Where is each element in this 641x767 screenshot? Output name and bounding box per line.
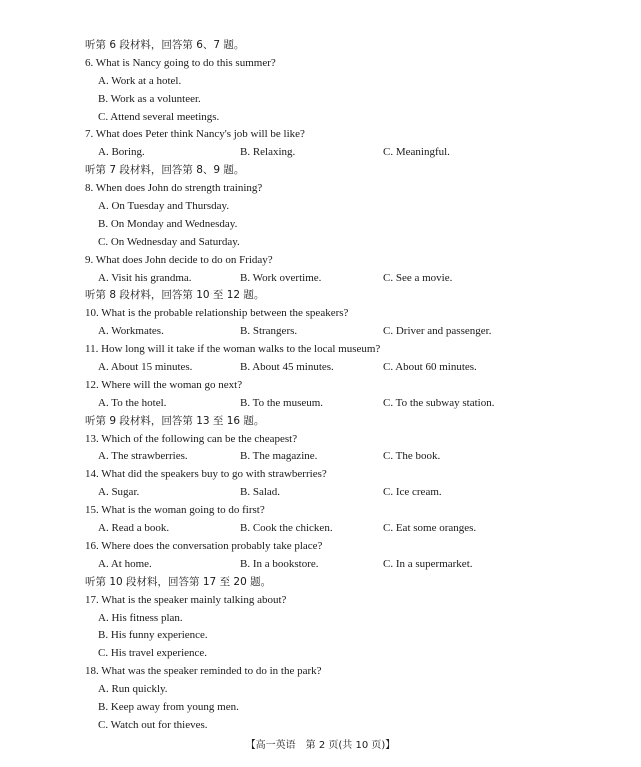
option-c: C. His travel experience.	[98, 647, 208, 660]
question-stem: 18. What was the speaker reminded to do in the park?	[85, 665, 322, 678]
option-c: C. In a supermarket.	[383, 557, 473, 570]
question-stem: 6. What is Nancy going to do this summer?	[85, 56, 276, 69]
option-a: A. Sugar.	[98, 486, 140, 499]
option-row	[85, 556, 585, 574]
option-b: B. Salad.	[240, 486, 281, 499]
question-stem: 12. Where will the woman go next?	[85, 378, 243, 391]
option-b: B. To the museum.	[240, 396, 324, 409]
question-stem: 11. How long will it take if the woman walks to the local museum?	[85, 343, 381, 356]
question-stem: 7. What does Peter think Nancy's job will be like?	[85, 128, 305, 141]
option-c: C. Driver and passenger.	[383, 325, 492, 338]
section-heading: 听第 10 段材料，回答第 17 至 20 题。	[85, 575, 272, 588]
option-b: B. Cook the chicken.	[240, 522, 333, 535]
option-a: A. Workmates.	[98, 325, 164, 338]
option-b: B. In a bookstore.	[240, 557, 319, 570]
section-heading: 听第 8 段材料，回答第 10 至 12 题。	[85, 289, 265, 302]
option-a: A. On Tuesday and Thursday.	[98, 200, 230, 213]
option-c: C. Ice cream.	[383, 486, 442, 499]
option-a: A. Read a book.	[98, 522, 170, 535]
section-heading: 听第 9 段材料，回答第 13 至 16 题。	[85, 414, 265, 427]
option-b: B. His funny experience.	[98, 629, 208, 642]
option-c: C. Eat some oranges.	[383, 522, 477, 535]
section-heading: 听第 7 段材料，回答第 8、9 题。	[85, 164, 245, 177]
option-row	[85, 144, 585, 162]
option-row	[85, 484, 585, 502]
option-c: C. About 60 minutes.	[383, 361, 477, 374]
option-a: A. The strawberries.	[98, 450, 188, 463]
option-c: C. See a movie.	[383, 271, 453, 284]
question-stem: 8. When does John do strength training?	[85, 182, 263, 195]
option-a: A. At home.	[98, 557, 152, 570]
option-row	[85, 520, 585, 538]
option-a: A. His fitness plan.	[98, 611, 183, 624]
option-c: C. The book.	[383, 450, 441, 463]
question-stem: 9. What does John decide to do on Friday?	[85, 253, 273, 266]
option-b: B. On Monday and Wednesday.	[98, 217, 238, 230]
option-b: B. The magazine.	[240, 450, 318, 463]
option-c: C. Meaningful.	[383, 146, 450, 159]
question-stem: 13. Which of the following can be the cheapest?	[85, 432, 298, 445]
question-stem: 15. What is the woman going to do first?	[85, 504, 265, 517]
option-a: A. Visit his grandma.	[98, 271, 192, 284]
option-row	[85, 323, 585, 341]
option-row	[85, 448, 585, 466]
option-c: C. Watch out for thieves.	[98, 718, 208, 731]
option-a: A. Boring.	[98, 146, 145, 159]
question-stem: 16. Where does the conversation probably take place?	[85, 539, 323, 552]
question-stem: 17. What is the speaker mainly talking about?	[85, 593, 287, 606]
option-b: B. Keep away from young men.	[98, 700, 239, 713]
question-stem: 10. What is the probable relationship between the speakers?	[85, 307, 349, 320]
option-a: A. Run quickly.	[98, 683, 168, 696]
option-a: A. Work at a hotel.	[98, 74, 182, 87]
option-row	[85, 359, 585, 377]
page-footer: 【高一英语 第 2 页(共 10 页)】	[245, 740, 396, 751]
section-heading: 听第 6 段材料，回答第 6、7 题。	[85, 39, 245, 51]
option-b: B. Work as a volunteer.	[98, 92, 201, 105]
exam-page	[85, 37, 585, 735]
option-a: A. About 15 minutes.	[98, 361, 193, 374]
option-row	[85, 395, 585, 413]
option-c: C. To the subway station.	[383, 396, 495, 409]
option-c: C. Attend several meetings.	[98, 110, 220, 123]
option-b: B. Relaxing.	[240, 146, 296, 159]
option-b: B. Strangers.	[240, 325, 298, 338]
option-c: C. On Wednesday and Saturday.	[98, 235, 240, 248]
question-stem: 14. What did the speakers buy to go with strawberries?	[85, 468, 327, 481]
option-row	[85, 270, 585, 288]
option-b: B. About 45 minutes.	[240, 361, 334, 374]
option-a: A. To the hotel.	[98, 396, 167, 409]
option-b: B. Work overtime.	[240, 271, 322, 284]
